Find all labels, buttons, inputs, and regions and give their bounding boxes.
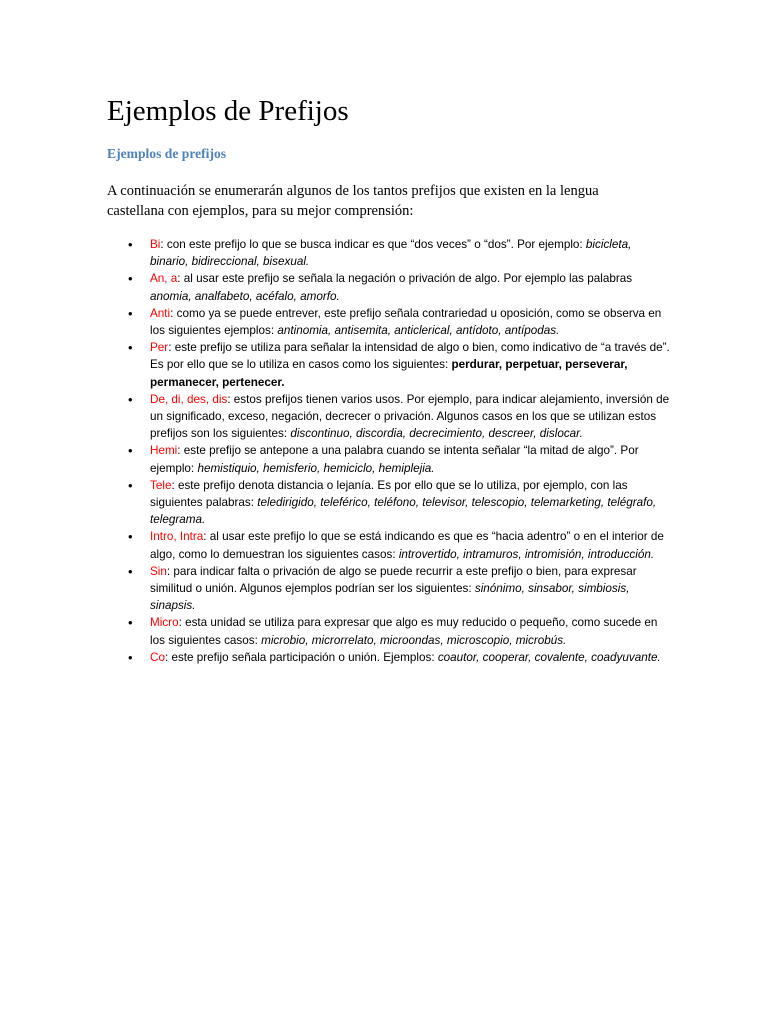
prefix-keyword: Sin: [150, 564, 167, 578]
item-description: : este prefijo se utiliza para señalar la intensidad de algo o bien, como indicativo de “a través de”. Es por ello que se lo utiliza en casos como los siguientes:: [150, 341, 670, 372]
prefix-list: [128, 236, 670, 666]
item-examples: discontinuo, discordia, decrecimiento, descreer, dislocar: [290, 427, 580, 441]
list-item: • Hemi: este prefijo se antepone a una palabra cuando se intenta señalar “la mitad de algo”. Por ejemplo: hemistiquio, hemisferio, hemiciclo, hemiplejia.: [128, 443, 639, 475]
prefix-keyword: De, di, des, dis: [150, 392, 228, 406]
bullet-icon: •: [128, 443, 133, 459]
bullet-icon: •: [128, 615, 133, 631]
bullet-icon: •: [128, 563, 133, 579]
item-examples: teledirigido, teleférico, teléfono, televisor, telescopio, telemarketing, telégrafo, telegrama: [150, 496, 657, 527]
page-title: Ejemplos de Prefijos: [107, 95, 349, 127]
item-description: : para indicar falta o privación de algo se puede recurrir a este prefijo o bien, para expresar similitud o unión. Algunos ejemplos podrían ser los siguientes:: [150, 564, 637, 596]
item-examples: perdurar, perpetuar, perseverar, permanecer, pertenecer: [150, 358, 628, 389]
list-item: • Micro: esta unidad se utiliza para expresar que algo es muy reducido o pequeño, como sucede en los siguientes casos: microbio, microrrelato, microondas, microscopio, microbús.: [128, 615, 658, 647]
list-item: • Anti: como ya se puede entrever, este prefijo señala contrariedad u oposición, como se observa en los siguientes ejemplos: antinomia, antisemita, anticlerical, antídoto, antípodas.: [128, 305, 662, 338]
prefix-keyword: Hemi: [150, 444, 178, 458]
item-examples: anomia, analfabeto, acéfalo, amorfo: [150, 289, 337, 303]
bullet-icon: •: [128, 529, 133, 545]
item-description: : al usar este prefijo lo que se está indicando es que es “hacia adentro” o en el interior de algo, como lo demuestran los siguientes casos:: [150, 530, 664, 561]
item-examples: coautor, cooperar, covalente, coadyuvante: [437, 650, 658, 664]
prefix-keyword: Bi: [150, 238, 161, 251]
prefix-keyword: Intro, Intra: [150, 530, 204, 544]
item-description: : al usar este prefijo se señala la negación o privación de algo. Por ejemplo las palabras: [177, 272, 633, 286]
item-examples: bicicleta, binario, bidireccional, bisexual: [150, 238, 632, 269]
prefix-keyword: Co: [150, 650, 165, 664]
bullet-icon: •: [128, 391, 133, 407]
item-description: : con este prefijo lo que se busca indicar es que “dos veces” o “dos”. Por ejemplo:: [160, 238, 586, 251]
bullet-icon: •: [128, 340, 133, 356]
list-item: • De, di, des, dis: estos prefijos tienen varios usos. Por ejemplo, para indicar alejamiento, inversión de un significado, exceso, negación, decrecer o privación. Algunos casos en los que se utilizan estos prefijos son los siguientes: discontinuo, discordia, decrecimiento, descreer, dislocar.: [128, 391, 670, 441]
prefix-keyword: An, a: [150, 272, 178, 286]
item-examples: introvertido, intramuros, intromisión, introducción: [398, 547, 651, 561]
bullet-icon: •: [128, 237, 133, 252]
prefix-keyword: Anti: [150, 306, 171, 320]
bullet-icon: •: [128, 477, 133, 493]
item-examples: microbio, microrrelato, microondas, microscopio, microbús: [261, 633, 564, 647]
item-description: : este prefijo se antepone a una palabra cuando se intenta señalar “la mitad de algo”. Por ejemplo:: [150, 444, 639, 475]
item-description: : este prefijo denota distancia o lejanía. Es por ello que se lo utiliza, por ejemplo, con las siguientes palabras:: [150, 478, 628, 510]
bullet-icon: •: [128, 649, 133, 665]
list-item: • Tele: este prefijo denota distancia o lejanía. Es por ello que se lo utiliza, por ejemplo, con las siguientes palabras: teledirigido, teleférico, teléfono, televisor, telescopio, telemarketing, telégrafo, telegrama.: [128, 477, 657, 527]
list-item: • Co: este prefijo señala participación o unión. Ejemplos: coautor, cooperar, covalente, coadyuvante.: [128, 649, 661, 665]
prefix-keyword: Per: [150, 341, 169, 355]
list-item: • An, a: al usar este prefijo se señala la negación o privación de algo. Por ejemplo las palabras anomia, analfabeto, acéfalo, amorfo.: [128, 271, 633, 303]
bullet-icon: •: [128, 305, 133, 321]
list-item: • Sin: para indicar falta o privación de algo se puede recurrir a este prefijo o bien, para expresar similitud o unión. Algunos ejemplos podrían ser los siguientes: sinónimo, sinsabor, simbiosis, sinapsis.: [128, 563, 637, 613]
section-heading: Ejemplos de prefijos: [107, 146, 227, 161]
item-description: : esta unidad se utiliza para expresar que algo es muy reducido o pequeño, como sucede en los siguientes casos:: [150, 616, 658, 647]
list-item: • Per: este prefijo se utiliza para señalar la intensidad de algo o bien, como indicativo de “a través de”. Es por ello que se lo utiliza en casos como los siguientes: perdurar, perpetuar, perseverar, permanecer, pertenecer.: [128, 340, 670, 389]
list-item: • Bi: con este prefijo lo que se busca indicar es que “dos veces” o “dos”. Por ejemplo: bicicleta, binario, bidireccional, bisexual.: [128, 237, 632, 269]
item-description: : como ya se puede entrever, este prefijo señala contrariedad u oposición, como se observa en los siguientes ejemplos:: [150, 306, 662, 338]
list-item: • Intro, Intra: al usar este prefijo lo que se está indicando es que es “hacia adentro” o en el interior de algo, como lo demuestran los siguientes casos: introvertido, intramuros, intromisión, introducción.: [128, 529, 664, 561]
item-examples: sinónimo, sinsabor, simbiosis, sinapsis: [150, 582, 630, 613]
item-description: : estos prefijos tienen varios usos. Por ejemplo, para indicar alejamiento, inversión de un significado, exceso, negación, decrecer o privación. Algunos casos en los que se utilizan estos prefijos son los siguientes:: [150, 392, 670, 441]
prefix-keyword: Micro: [150, 616, 179, 630]
item-description: : este prefijo señala participación o unión. Ejemplos:: [164, 650, 438, 664]
bullet-icon: •: [128, 271, 133, 287]
intro-paragraph: A continuación se enumerarán algunos de los tantos prefijos que existen en la lengua castellana con ejemplos, para su mejor comprensión:: [107, 183, 599, 219]
item-examples: antinomia, antisemita, anticlerical, antídoto, antípodas: [277, 324, 557, 338]
prefix-keyword: Tele: [150, 478, 172, 492]
item-examples: hemistiquio, hemisferio, hemiciclo, hemiplejia: [197, 461, 432, 475]
